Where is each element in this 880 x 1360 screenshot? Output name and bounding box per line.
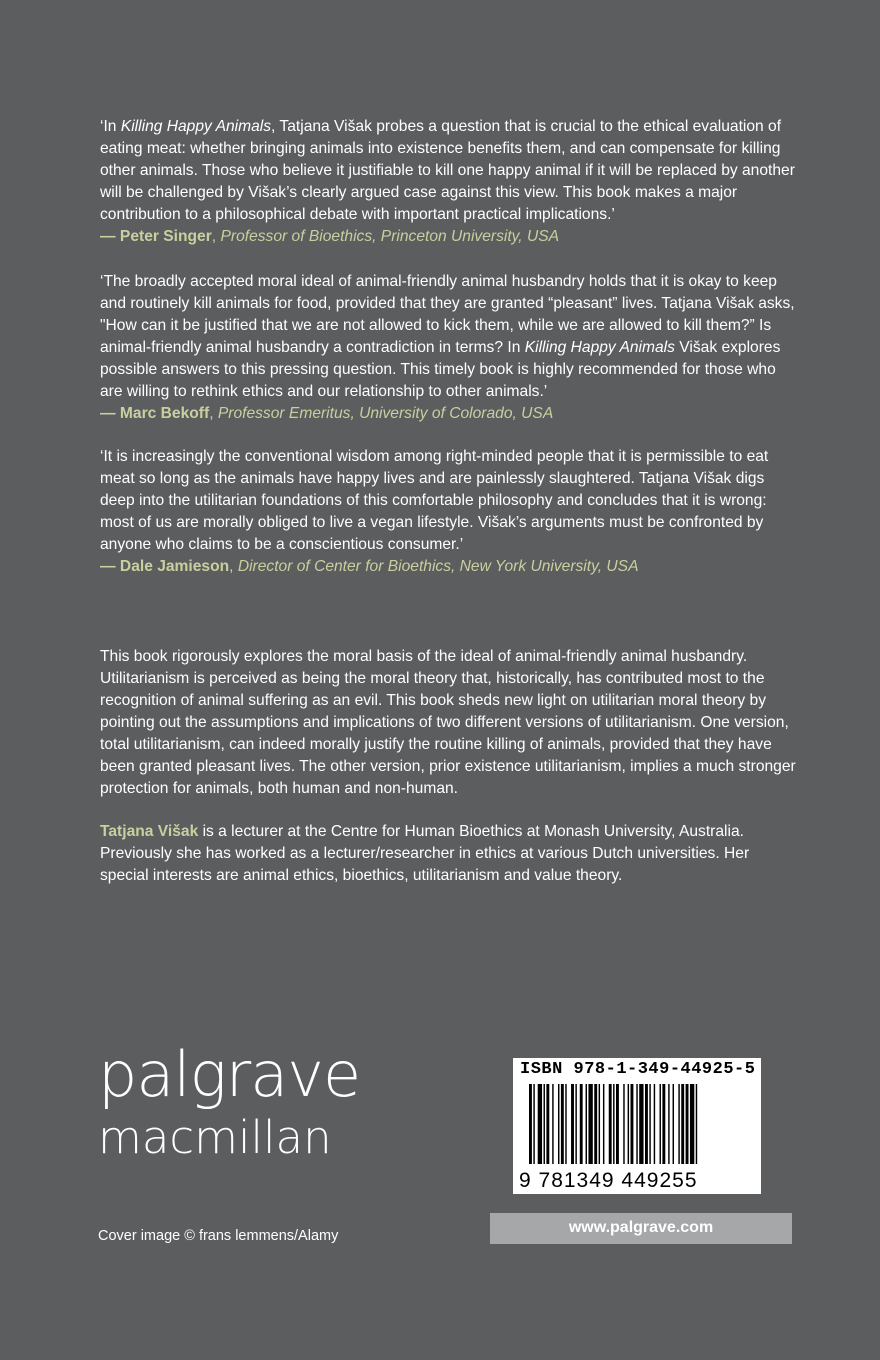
barcode-bar: [546, 1084, 549, 1164]
reviewer-role: Professor Emeritus, University of Colorado, USA: [217, 405, 554, 422]
barcode-bar: [529, 1084, 532, 1164]
review-text-part: Višak explores possible answers to this pressing question. This timely book is highly recommended for those who are willing to rethink ethics and our relationship to other animals.’: [100, 339, 781, 400]
barcode-bar: [599, 1084, 600, 1164]
barcode-bar: [662, 1084, 665, 1164]
barcode-bar: [609, 1084, 612, 1164]
author-name: Tatjana Višak: [100, 823, 199, 840]
barcode-bar: [681, 1084, 684, 1164]
publisher-logo: [98, 1040, 360, 1165]
reviewer-role: Professor of Bioethics, Princeton University, USA: [220, 228, 560, 245]
barcode-bar: [660, 1084, 661, 1164]
review-text-part: ‘In: [100, 118, 121, 135]
review-text-part: , Tatjana Višak probes a question that is crucial to the ethical evaluation of eating meat: whether bringing animals into existence benefits them, and can compensate for killing other animals. Those who believe it justifiable to kill one happy animal if it will be replaced by another will be challenged by Višak’s clearly argued case against this view. This book makes a major contribution to a philosophical debate with important practical implications.’: [100, 118, 795, 223]
author-bio-text: [100, 821, 800, 887]
barcode-bar: [580, 1084, 583, 1164]
barcode-bar: [538, 1084, 542, 1164]
publisher-logo-line1: palgrave: [98, 1038, 361, 1111]
barcode-bar: [561, 1084, 564, 1164]
barcode-bar: [631, 1084, 634, 1164]
book-title-italic: Killing Happy Animals: [524, 339, 675, 356]
barcode-bar: [613, 1084, 614, 1164]
review-attribution: — Peter Singer, Professor of Bioethics, Princeton University, USA: [100, 228, 560, 245]
barcode-bar: [544, 1084, 545, 1164]
publisher-url-bar: [490, 1213, 792, 1244]
barcode-bar: [565, 1084, 566, 1164]
book-title-italic: Killing Happy Animals: [120, 118, 272, 135]
barcode-bar: [696, 1084, 697, 1164]
barcode-bar: [628, 1084, 629, 1164]
barcode-bar: [690, 1084, 694, 1164]
review-text-part: ‘It is increasingly the conventional wisdom among right-minded people that it is permissible to eat meat so long as the animals have happy lives and are painlessly slaughtered. Tatjana Višak digs deep into the utilitarian foundations of this comfortable philosophy and concludes that it is wrong: most of us are morally obliged to live a vegan lifestyle. Višak’s arguments must be confronted by anyone who claims to be a conscientious consumer.’: [100, 448, 769, 553]
review-attribution: — Dale Jamieson, Director of Center for Bioethics, New York University, USA: [100, 558, 639, 575]
barcode-bar: [639, 1084, 643, 1164]
barcode-bar: [636, 1084, 637, 1164]
barcode-bar: [645, 1084, 648, 1164]
barcode-bar: [623, 1084, 624, 1164]
barcode-bars: [529, 1084, 745, 1172]
barcode-bar: [586, 1084, 587, 1164]
reviewer-name: — Peter Singer: [100, 228, 212, 245]
book-description: [100, 646, 800, 800]
review-jamieson: [100, 446, 795, 578]
barcode-bar: [678, 1084, 679, 1164]
cover-image-credit: Cover image © frans lemmens/Alamy: [98, 1228, 339, 1244]
review-bekoff: [100, 271, 795, 425]
review-singer: [100, 116, 795, 248]
barcode-bar: [654, 1084, 655, 1164]
barcode-bar: [616, 1084, 619, 1164]
author-bio: [100, 821, 800, 887]
review-text-part: ‘The broadly accepted moral ideal of animal-friendly animal husbandry holds that it is okay to keep and routinely kill animals for food, provided that they are granted “pleasant” lives. Tatjana Višak asks, "How can it be justified that we are not allowed to kick them, while we are allowed to kill them?” Is animal-friendly animal husbandry a contradiction in terms? In: [100, 273, 795, 356]
barcode-bar: [603, 1084, 604, 1164]
isbn-barcode: [513, 1058, 761, 1194]
barcode-bar: [649, 1084, 650, 1164]
barcode-bar: [558, 1084, 559, 1164]
description-text: This book rigorously explores the moral basis of the ideal of animal-friendly animal husbandry. Utilitarianism is perceived as being the moral theory that, historically, has contributed most to the recognition of animal suffering as an evil. This book sheds new light on utilitarian moral theory by pointing out the assumptions and implications of two different versions of utilitarianism. One version, total utilitarianism, can indeed morally justify the routine killing of animals, provided that they have been granted pleasant lives. The other version, prior existence utilitarianism, implies a much stronger protection for animals, both human and non-human.: [100, 648, 796, 797]
barcode-bar: [668, 1084, 669, 1164]
publisher-url: www.palgrave.com: [568, 1219, 714, 1236]
barcode-bar: [594, 1084, 597, 1164]
barcode-bar: [686, 1084, 689, 1164]
reviewer-name: — Marc Bekoff: [100, 405, 210, 422]
review-text: [100, 446, 795, 556]
author-bio-body: is a lecturer at the Centre for Human Bioethics at Monash University, Australia. Previously she has worked as a lecturer/researcher in ethics at various Dutch universities. Her special interests are animal ethics, bioethics, utilitarianism and value theory.: [100, 823, 750, 884]
barcode-bar: [533, 1084, 534, 1164]
review-text: [100, 271, 795, 403]
barcode-bar: [552, 1084, 553, 1164]
barcode-bar: [588, 1084, 592, 1164]
reviewer-name: — Dale Jamieson: [100, 558, 230, 575]
isbn-label: ISBN 978-1-349-44925-5: [520, 1060, 756, 1079]
review-attribution: — Marc Bekoff, Professor Emeritus, University of Colorado, USA: [100, 405, 554, 422]
barcode-bar: [673, 1084, 674, 1164]
barcode-bar: [571, 1084, 574, 1164]
reviewer-role: Director of Center for Bioethics, New York University, USA: [237, 558, 639, 575]
review-text: [100, 116, 795, 226]
isbn-digits: 9 781349 449255: [519, 1169, 698, 1192]
barcode-bar: [575, 1084, 576, 1164]
publisher-logo-line2: macmillan: [98, 1111, 332, 1164]
